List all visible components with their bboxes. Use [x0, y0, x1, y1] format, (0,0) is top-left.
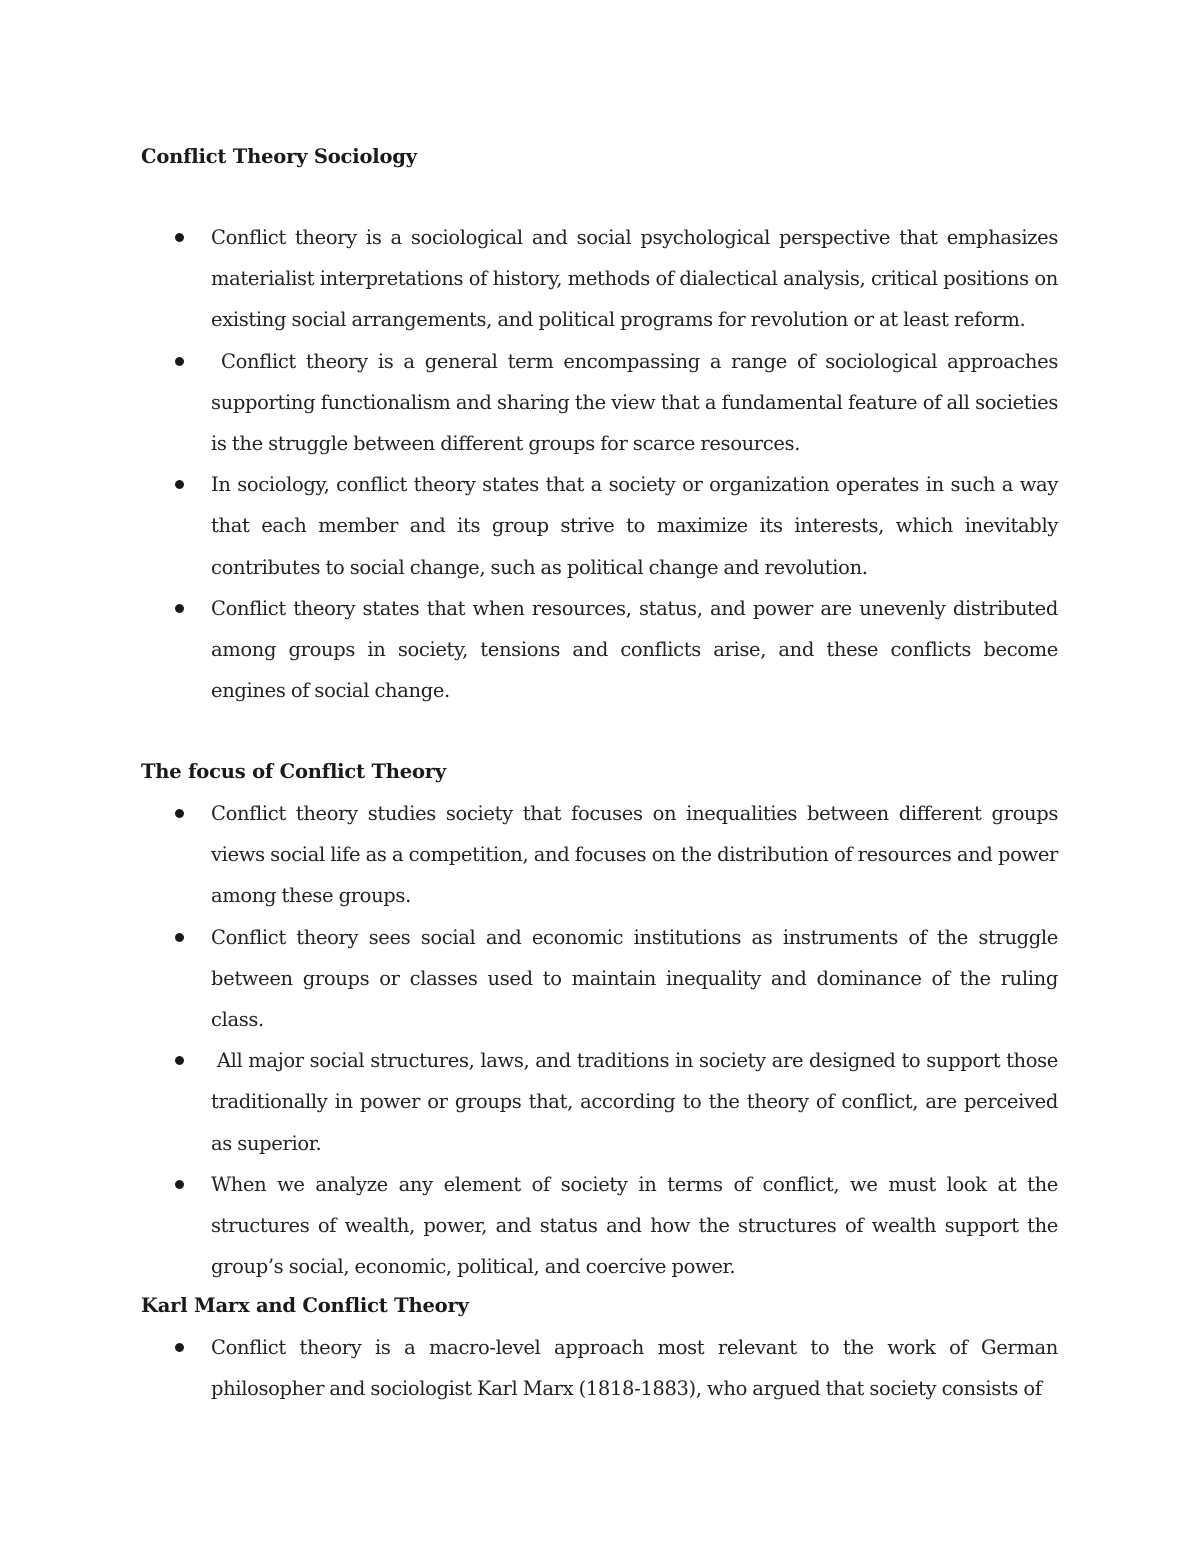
section-heading-karl-marx-and-conflict-theory: Karl Marx and Conflict Theory: [141, 1294, 469, 1317]
bullet-icon: [175, 604, 184, 613]
bullet-icon: [175, 933, 184, 942]
list-item: [0, 917, 1058, 1041]
bullet-icon: [175, 357, 184, 366]
list-item: [0, 1040, 1064, 1164]
bullet-icon: [175, 1180, 184, 1189]
list-item-text: All major social structures, laws, and traditions in society are designed to support those traditionally in power or groups that, according to the theory of conflict, are perceived as superior.: [211, 1049, 1064, 1155]
list-item-text: Conflict theory is a general term encompassing a range of sociological approaches supporting functionalism and sharing the view that a fundamental feature of all societies is the struggle between different groups for scarce resources.: [211, 349, 1064, 456]
bullet-icon: [175, 1343, 184, 1352]
list-item-text: Conflict theory is a sociological and social psychological perspective that emphasizes materialist interpretations of history, methods of dialectical analysis, critical positions on existing social arrangements, and political programs for revolution or at least reform.: [211, 226, 1058, 332]
list-item: [0, 793, 1058, 917]
section-heading-conflict-theory-sociology: Conflict Theory Sociology: [141, 145, 417, 168]
list-item: [0, 217, 1058, 341]
bullet-list-focus-of-conflict-theory: [0, 793, 1200, 1287]
list-item: [0, 341, 1064, 465]
bullet-list-karl-marx-and-conflict-theory: [0, 1327, 1200, 1409]
bullet-icon: [175, 809, 184, 818]
list-item-text: Conflict theory states that when resources, status, and power are unevenly distributed among groups in society, tensions and conflicts arise, and these conflicts become engines of social change.: [211, 596, 1058, 703]
list-item: [0, 1327, 1058, 1409]
bullet-list-conflict-theory-sociology: [0, 217, 1200, 711]
bullet-icon: [175, 1056, 184, 1065]
section-heading-focus-of-conflict-theory: The focus of Conflict Theory: [141, 760, 446, 783]
list-item: [0, 1164, 1058, 1288]
list-item-text: Conflict theory is a macro-level approach most relevant to the work of German philosopher and sociologist Karl Marx (1818-1883), who argued that society consists of: [211, 1336, 1058, 1401]
bullet-icon: [175, 233, 184, 242]
list-item: [0, 588, 1058, 712]
list-item: [0, 464, 1058, 588]
list-item-text: Conflict theory sees social and economic institutions as instruments of the struggle between groups or classes used to maintain inequality and dominance of the ruling class.: [211, 925, 1058, 1032]
list-item-text: In sociology, conflict theory states that a society or organization operates in such a way that each member and its group strive to maximize its interests, which inevitably contributes to social change, such as political change and revolution.: [211, 473, 1058, 579]
bullet-icon: [175, 480, 184, 489]
list-item-text: Conflict theory studies society that focuses on inequalities between different groups views social life as a competition, and focuses on the distribution of resources and power among these groups.: [211, 802, 1058, 908]
list-item-text: When we analyze any element of society in terms of conflict, we must look at the structures of wealth, power, and status and how the structures of wealth support the group’s social, economic, political, and coercive power.: [211, 1172, 1058, 1279]
